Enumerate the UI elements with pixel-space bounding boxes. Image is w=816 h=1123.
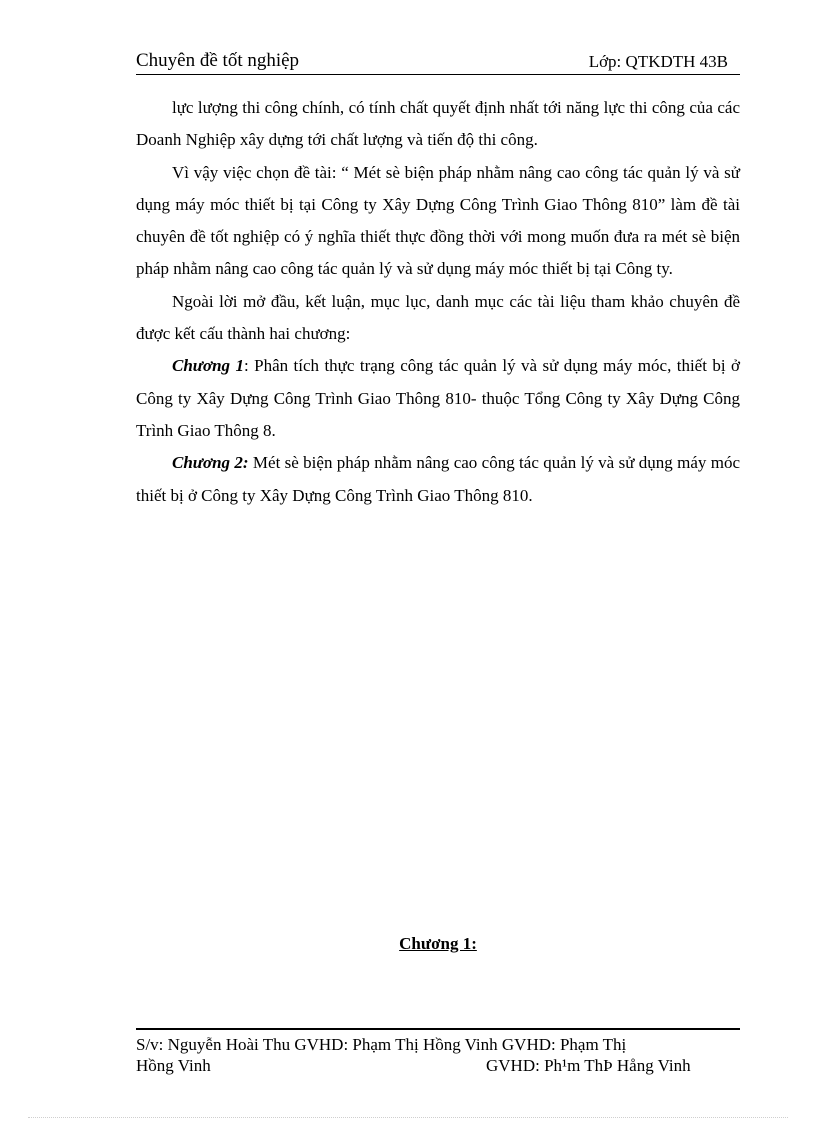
footer-line-1: S/v: Nguyễn Hoài Thu GVHD: Phạm Thị Hồng Vinh GVHD: Phạm Thị — [136, 1035, 627, 1054]
paragraph-3: Ngoài lời mở đầu, kết luận, mục lục, danh mục các tài liệu tham khảo chuyên đề được kết cấu thành hai chương: — [136, 291, 740, 344]
paragraph-5 — [136, 447, 740, 512]
document-body — [136, 92, 740, 512]
chapter-2-desc: Mét sè biện pháp nhằm nâng cao công tác quản lý và sử dụng máy móc thiết bị ở Công ty Xây Dựng Công Trình Giao Thông 810. — [136, 453, 740, 505]
chapter-1-desc: : Phân tích thực trạng công tác quản lý và sử dụng máy móc, thiết bị ở Công ty Xây Dựng Công Trình Giao Thông 810- thuộc Tổng Công ty Xây Dựng Công Trình Giao Thông 8. — [136, 356, 740, 440]
footer-line-2 — [136, 1055, 740, 1076]
footer-divider — [136, 1028, 740, 1030]
header-class: Lớp: QTKDTH 43B — [588, 52, 728, 71]
footer-line-2-right: GVHD: Ph¹m ThÞ Hång Vinh — [486, 1056, 691, 1075]
page-footer — [136, 1034, 740, 1076]
chapter-1-label: Chương 1 — [172, 356, 244, 376]
page-header — [136, 50, 740, 75]
chapter-heading: Chương 1: — [399, 934, 477, 953]
chapter-2-label: Chương 2: — [172, 453, 249, 473]
paragraph-1: lực lượng thi công chính, có tính chất quyết định nhất tới năng lực thi công của các Doanh Nghiệp xây dựng tới chất lượng và tiến độ thi công. — [136, 98, 740, 150]
page-bottom-divider — [28, 1117, 788, 1118]
footer-line-2-left: Hồng Vinh — [136, 1056, 211, 1075]
paragraph-4 — [136, 350, 740, 447]
header-title: Chuyên đề tốt nghiệp — [136, 50, 300, 71]
paragraph-2: Vì vậy việc chọn đề tài: “ Mét sè biện pháp nhằm nâng cao công tác quản lý và sử dụng máy móc thiết bị tại Công ty Xây Dựng Công Trình Giao Thông 810” làm đề tài chuyên đề tốt nghiệp có ý nghĩa thiết thực đồng thời với mong muốn đưa ra mét sè biện pháp nhằm nâng cao công tác quản lý và sử dụng máy móc thiết bị tại Công ty. — [136, 162, 740, 279]
